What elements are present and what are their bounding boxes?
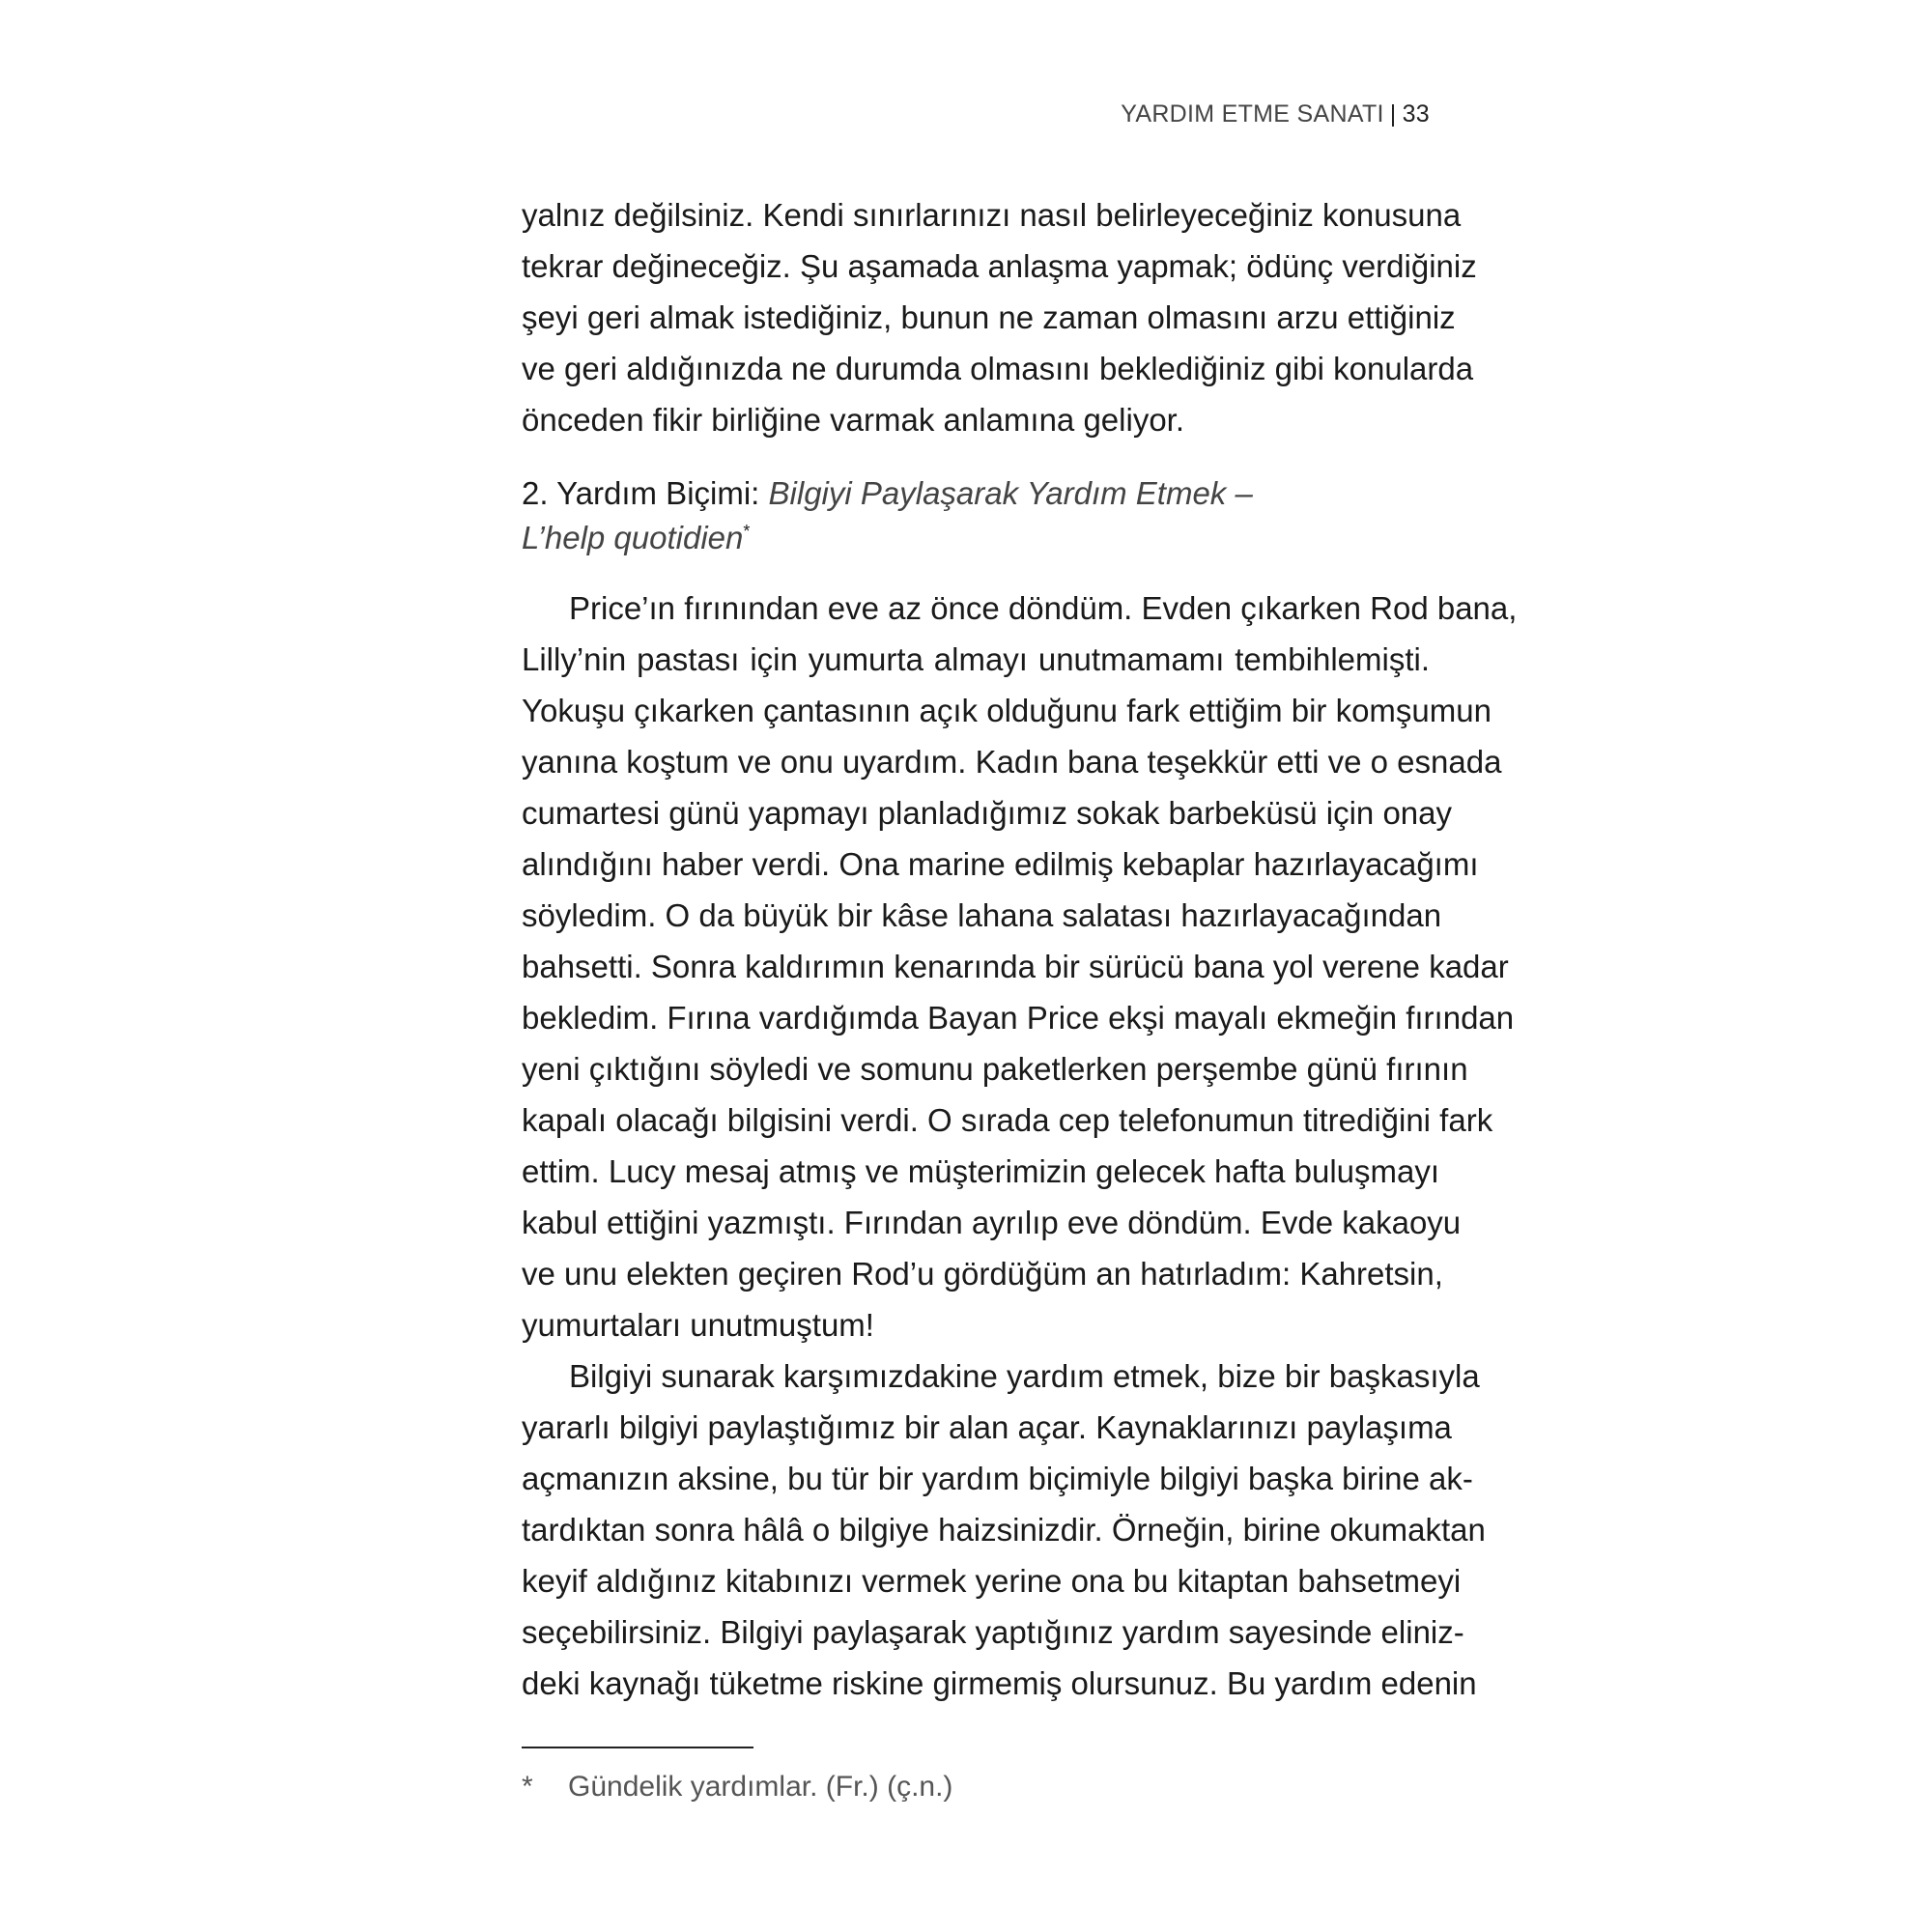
text-line: cumartesi günü yapmayı planladığımız sokak barbeküsü için onay	[522, 795, 1453, 831]
footnote-marker: *	[522, 1771, 533, 1803]
text-line: ve unu elekten geçiren Rod’u gördüğüm an hatırladım: Kahretsin,	[522, 1256, 1443, 1292]
text-line: tardıktan sonra hâlâ o bilgiye haizsinizdir. Örneğin, birine okumaktan	[522, 1512, 1486, 1548]
running-head	[522, 100, 1430, 128]
text-line: keyif aldığınız kitabınızı vermek yerine ona bu kitaptan bahsetmeyi	[522, 1563, 1462, 1599]
text-line: kabul ettiğini yazmıştı. Fırından ayrılıp eve döndüm. Evde kakaoyu	[522, 1205, 1462, 1240]
section-heading-line-1	[522, 471, 1430, 516]
text-line: şeyi geri almak istediğiniz, bunun ne zaman olmasını arzu ettiğiniz	[522, 299, 1456, 335]
text-line: Price’ın fırınından eve az önce döndüm. Evden çıkarken Rod bana,	[569, 590, 1518, 626]
text-line: önceden fikir birliğine varmak anlamına geliyor.	[522, 402, 1185, 438]
section-heading-subtitle: L’help quotidien	[522, 520, 744, 555]
text-line: açmanızın aksine, bu tür bir yardım biçimiyle bilgiyi başka birine ak-	[522, 1461, 1473, 1496]
text-line: seçebilirsiniz. Bilgiyi paylaşarak yaptığınız yardım sayesinde eliniz-	[522, 1614, 1464, 1650]
text-line: Yokuşu çıkarken çantasının açık olduğunu fark ettiğim bir komşumun	[522, 693, 1492, 728]
text-line: bekledim. Fırına vardığımda Bayan Price ekşi mayalı ekmeğin fırından	[522, 1000, 1515, 1036]
paragraph-2	[522, 582, 1518, 1350]
footnote-divider	[522, 1747, 753, 1748]
section-heading	[522, 471, 1430, 560]
paragraph-3	[522, 1350, 1486, 1709]
text-line: ve geri aldığınızda ne durumda olmasını beklediğiniz gibi konularda	[522, 351, 1474, 386]
text-line: yararlı bilgiyi paylaştığımız bir alan açar. Kaynaklarınızı paylaşıma	[522, 1409, 1452, 1445]
page-body	[522, 189, 1518, 1709]
section-heading-line-2	[522, 516, 1430, 560]
running-head-title: YARDIM ETME SANATI	[1121, 100, 1384, 128]
text-line: kapalı olacağı bilgisini verdi. O sırada cep telefonumun titrediğini fark	[522, 1102, 1493, 1138]
page-number: 33	[1402, 100, 1430, 128]
text-line: Lilly’nin pastası için yumurta almayı unutmamamı tembihlemişti.	[522, 641, 1430, 677]
text-line: yalnız değilsiniz. Kendi sınırlarınızı nasıl belirleyeceğiniz konusuna	[522, 197, 1462, 233]
section-heading-dash: –	[1235, 475, 1253, 511]
footnote-reference: *	[743, 522, 751, 541]
text-line: yanına koştum ve onu uyardım. Kadın bana teşekkür etti ve o esnada	[522, 744, 1502, 780]
text-line: Bilgiyi sunarak karşımızdakine yardım etmek, bize bir başkasıyla	[569, 1358, 1480, 1394]
footnote-text: Gündelik yardımlar. (Fr.) (ç.n.)	[568, 1771, 953, 1803]
text-line: alındığını haber verdi. Ona marine edilmiş kebaplar hazırlayacağımı	[522, 846, 1479, 882]
text-line: deki kaynağı tüketme riskine girmemiş olursunuz. Bu yardım edenin	[522, 1665, 1477, 1701]
section-heading-title: Bilgiyi Paylaşarak Yardım Etmek	[768, 475, 1227, 511]
text-line: söyledim. O da büyük bir kâse lahana salatası hazırlayacağından	[522, 897, 1442, 933]
text-line: ettim. Lucy mesaj atmış ve müşterimizin gelecek hafta buluşmayı	[522, 1153, 1440, 1189]
text-line: bahsetti. Sonra kaldırımın kenarında bir sürücü bana yol verene kadar	[522, 949, 1509, 984]
running-head-separator: |	[1389, 100, 1397, 128]
paragraph-1	[522, 189, 1477, 445]
text-line: yumurtaları unutmuştum!	[522, 1307, 874, 1343]
footnote	[522, 1768, 1430, 1806]
text-line: yeni çıktığını söyledi ve somunu paketlerken perşembe günü fırının	[522, 1051, 1468, 1087]
section-heading-label: 2. Yardım Biçimi:	[522, 475, 760, 511]
text-line: tekrar değineceğiz. Şu aşamada anlaşma yapmak; ödünç verdiğiniz	[522, 248, 1477, 284]
